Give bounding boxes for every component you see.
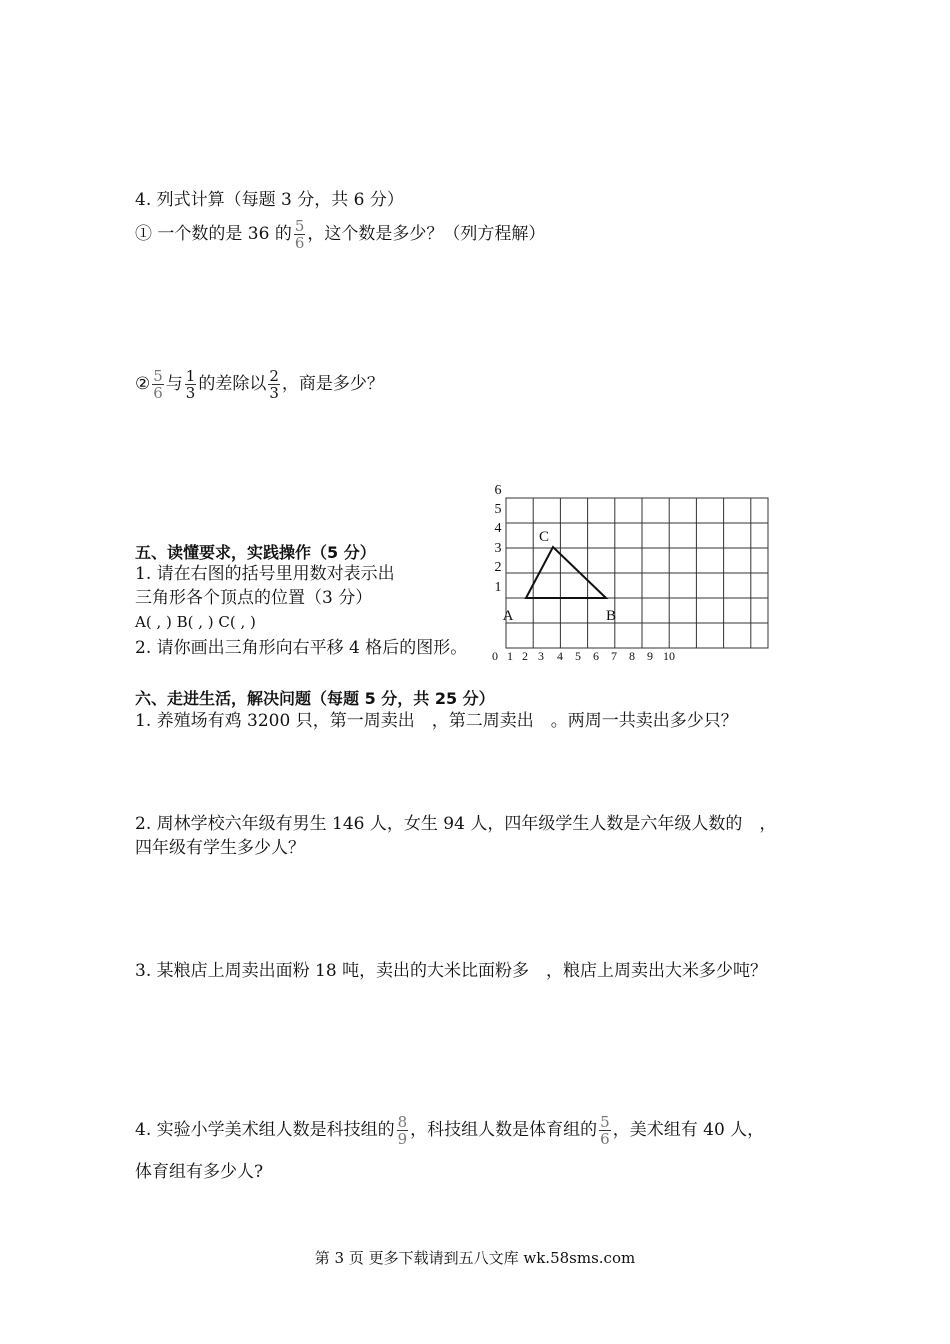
grid-lines <box>506 498 768 648</box>
fraction: $\frac{5}{6}$ <box>294 217 305 252</box>
section5-item1-line1: 1. 请在右图的括号里用数对表示出 <box>135 564 395 584</box>
x-label: 3 <box>538 649 544 663</box>
x-label: 7 <box>611 649 617 663</box>
section6-q2-line1: 2. 周林学校六年级有男生 146 人，女生 94 人，四年级学生人数是六年级人数的 ， <box>135 814 777 834</box>
section6-q3: 3. 某粮店上周卖出面粉 18 吨，卖出的大米比面粉多 ，粮店上周卖出大米多少吨？ <box>135 961 768 981</box>
section6-q4-line2: 体育组有多少人? <box>135 1162 264 1182</box>
section5-item2: 2. 请你画出三角形向右平移 4 格后的图形。 <box>135 638 468 658</box>
vertex-a-label: A <box>502 608 514 624</box>
q4-title: 4. 列式计算（每题 3 分，共 6 分） <box>135 190 404 210</box>
fraction: $\frac{5}{6}$ <box>153 367 163 402</box>
fraction: $\frac{5}{6}$ <box>600 1113 610 1148</box>
y-label: 5 <box>494 502 502 517</box>
x-label: 1 <box>507 649 513 663</box>
section5-heading: 五、读懂要求，实践操作（5 分） <box>135 543 376 562</box>
x-label: 8 <box>629 649 635 663</box>
section6-q2-line2: 四年级有学生多少人？ <box>135 838 305 858</box>
x-label: 4 <box>557 649 563 663</box>
vertex-c-label: C <box>538 529 550 545</box>
x-label: 10 <box>663 649 675 663</box>
section6-heading: 六、走进生活，解决问题（每题 5 分，共 25 分） <box>135 689 495 708</box>
x-label: 0 <box>492 649 498 663</box>
y-label: 4 <box>494 521 502 536</box>
x-label: 2 <box>522 649 528 663</box>
fraction: $\frac{8}{9}$ <box>397 1113 408 1148</box>
x-label: 5 <box>575 649 581 663</box>
fraction: $\frac{2}{3}$ <box>269 367 279 402</box>
x-label: 6 <box>593 649 599 663</box>
y-label: 2 <box>494 560 502 575</box>
vertex-b-label: B <box>605 608 617 624</box>
fraction: $\frac{1}{3}$ <box>185 367 196 402</box>
y-label: 1 <box>494 580 502 595</box>
q4-problem-2: ② $\frac{5}{6}$ 与 $\frac{1}{3}$ 的差除以 $\frac{2}{3}$ ，商是多少？ <box>135 367 384 402</box>
x-label: 9 <box>647 649 653 663</box>
section5-item1-answers: A( , ) B( , ) C( , ) <box>135 613 256 631</box>
section5-item1-line2: 三角形各个顶点的位置（3 分） <box>135 588 373 608</box>
section6-q1: 1. 养殖场有鸡 3200 只，第一周卖出 ，第二周卖出 。两周一共卖出多少只？ <box>135 711 738 731</box>
section6-q4-line1: 4. 实验小学美术组人数是科技组的 $\frac{8}{9}$ ，科技组人数是体育组的 $\frac{5}{6}$ ，美术组有 40 人， <box>135 1113 765 1148</box>
y-label: 3 <box>494 541 502 556</box>
y-label: 6 <box>494 483 502 498</box>
q4-problem-1: ① 一个数的是 36 的 $\frac{5}{6}$ ，这个数是多少？（列方程解） <box>135 217 546 252</box>
page-footer: 第 3 页 更多下载请到五八文库 wk.58sms.com <box>314 1249 636 1267</box>
coordinate-grid <box>480 478 780 664</box>
